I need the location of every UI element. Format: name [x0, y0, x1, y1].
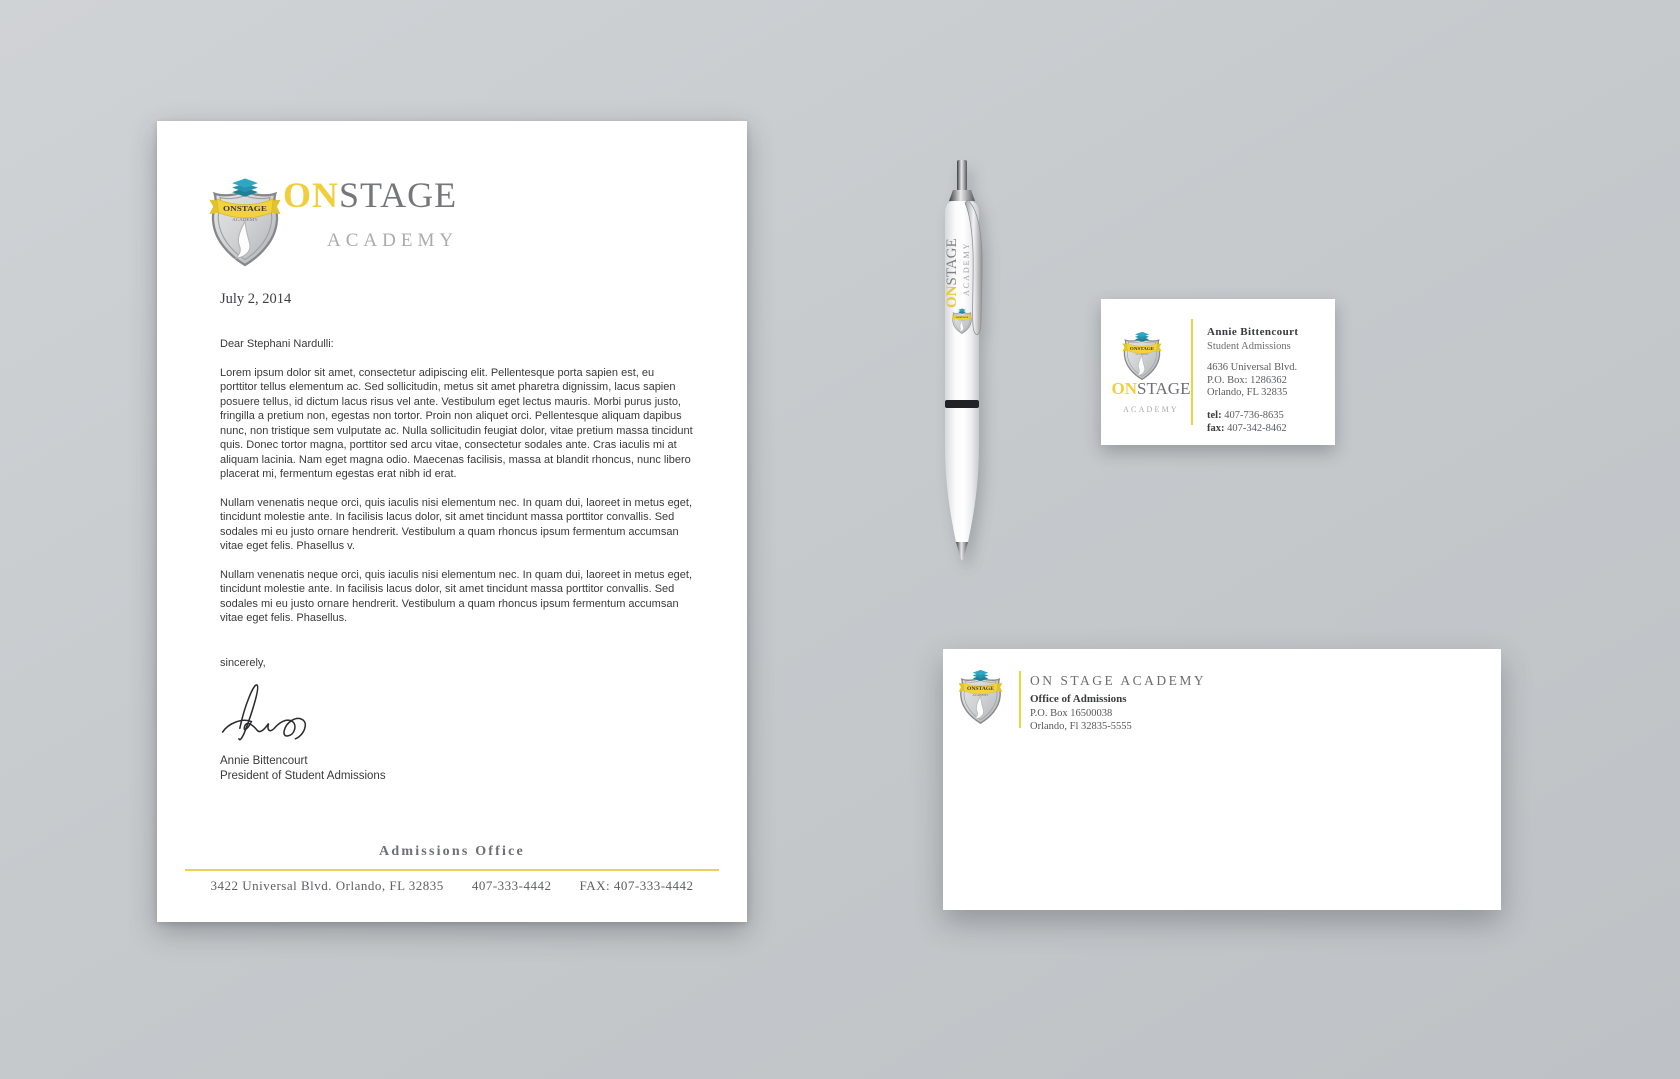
letter-salutation: Dear Stephani Nardulli: [220, 338, 334, 350]
letter-footer-title: Admissions Office [379, 844, 525, 859]
wordmark-sub: ACADEMY [1123, 405, 1179, 414]
card-address-line: 4636 Universal Blvd. [1207, 362, 1298, 373]
footer-fax: FAX: 407-333-4442 [579, 878, 694, 893]
envelope-logo [957, 669, 1004, 725]
pen-brand-text: ONSTAGE [944, 238, 960, 308]
card-phones [1207, 409, 1298, 436]
envelope-address-line: P.O. Box 16500038 [1030, 708, 1113, 719]
letter-paragraph: Lorem ipsum dolor sit amet, consectetur adipiscing elit. Pellentesque porta sapien est, eu porttitor tellus elementum ac. Sed sollicitudin, metus sit amet pharetra dignissim, lacus sapien posuere tellus, id dictum lacus risus vel ante. Vestibulum eget lectus mauris. Morbi purus justo, fringilla a pretium non, egestas non tortor. Proin non aliquet orci. Pellentesque aliquam dapibus nunc, non tristique sem vulputate ac. Nulla sollicitudin feugiat dolor, vitae pretium massa tincidunt quis. Donec tortor magna, porttitor sed arcu vitae, consectetur sodales ante. Cras iaculis mi at aliquam lacinia. Nam eget magna odio. Maecenas facilisis, massa at blandit rhoncus, nunc libero placerat mi, fermentum egestas erat nibh id erat. [220, 366, 693, 480]
handwritten-signature [213, 675, 328, 747]
card-divider-rule [1191, 319, 1193, 425]
envelope-department: Office of Admissions [1030, 693, 1127, 705]
brand-wordmark [283, 175, 458, 261]
pen-brand-sub-text: ACADEMY [962, 241, 971, 296]
letter-body [220, 337, 694, 640]
envelope-corner-card [1030, 673, 1206, 733]
pen-tip [956, 542, 968, 560]
card-address-line: Orlando, FL 32835 [1207, 387, 1288, 398]
card-logo [1121, 331, 1163, 381]
envelope-org-name: ON STAGE ACADEMY [1030, 673, 1207, 688]
card-tel: tel: 407-736-8635 [1207, 409, 1284, 421]
card-address-line: P.O. Box: 1286362 [1207, 374, 1287, 386]
letterhead-sheet [157, 121, 747, 922]
wordmark-primary: ON [1111, 379, 1138, 398]
card-contact-block [1207, 326, 1298, 436]
signer-block [220, 754, 386, 783]
wordmark-primary: ON [283, 175, 339, 215]
letter-date: July 2, 2014 [220, 291, 292, 307]
pen-push-button [957, 160, 967, 191]
envelope [943, 649, 1501, 910]
footer-street-address: 3422 Universal Blvd. Orlando, FL 32835 [210, 878, 444, 893]
wordmark-secondary: STAGE [339, 175, 458, 215]
card-wordmark [1111, 379, 1191, 419]
letter-closing: sincerely, [220, 657, 266, 669]
card-name: Annie Bittencourt [1207, 326, 1299, 338]
letter-paragraph: Nullam venenatis neque orci, quis iaculis nisi elementum nec. In quam dui, laoreet in metus eget, tincidunt molestie ante. In facilisis lacus dolor, sit amet tincidunt massa porttitor convallis. Sed sodales mi eu justo ornare hendrerit. Vestibulum a quam rhoncus ipsum fermentum accumsan vitae eget felis. Phasellus. [220, 568, 693, 624]
signer-title: President of Student Admissions [220, 769, 386, 782]
business-card [1101, 299, 1335, 445]
signer-name: Annie Bittencourt [220, 755, 308, 767]
pen-collar [949, 190, 975, 201]
letter-footer-address [157, 878, 747, 894]
pen-grip-band [945, 400, 979, 408]
branded-pen [936, 156, 988, 568]
wordmark-secondary: STAGE [1137, 379, 1191, 398]
envelope-divider-rule [1019, 671, 1021, 728]
letter-paragraph: Nullam venenatis neque orci, quis iaculis nisi elementum nec. In quam dui, laoreet in metus eget, tincidunt molestie ante. In facilisis lacus dolor, sit amet tincidunt massa porttitor convallis. Sed sodales mi eu justo ornare hendrerit. Vestibulum a quam rhoncus ipsum fermentum accumsan vitae eget felis. Phasellus v. [220, 496, 693, 552]
card-title: Student Admissions [1207, 340, 1291, 352]
letterhead-logo [207, 177, 283, 268]
footer-phone: 407-333-4442 [471, 878, 552, 893]
envelope-address-line: Orlando, Fl 32835-5555 [1030, 720, 1132, 732]
letter-footer-rule [185, 869, 719, 871]
wordmark-sub: ACADEMY [327, 230, 459, 251]
envelope-address [1030, 708, 1206, 733]
card-fax: fax: 407-342-8462 [1207, 423, 1287, 434]
card-address [1207, 362, 1298, 400]
